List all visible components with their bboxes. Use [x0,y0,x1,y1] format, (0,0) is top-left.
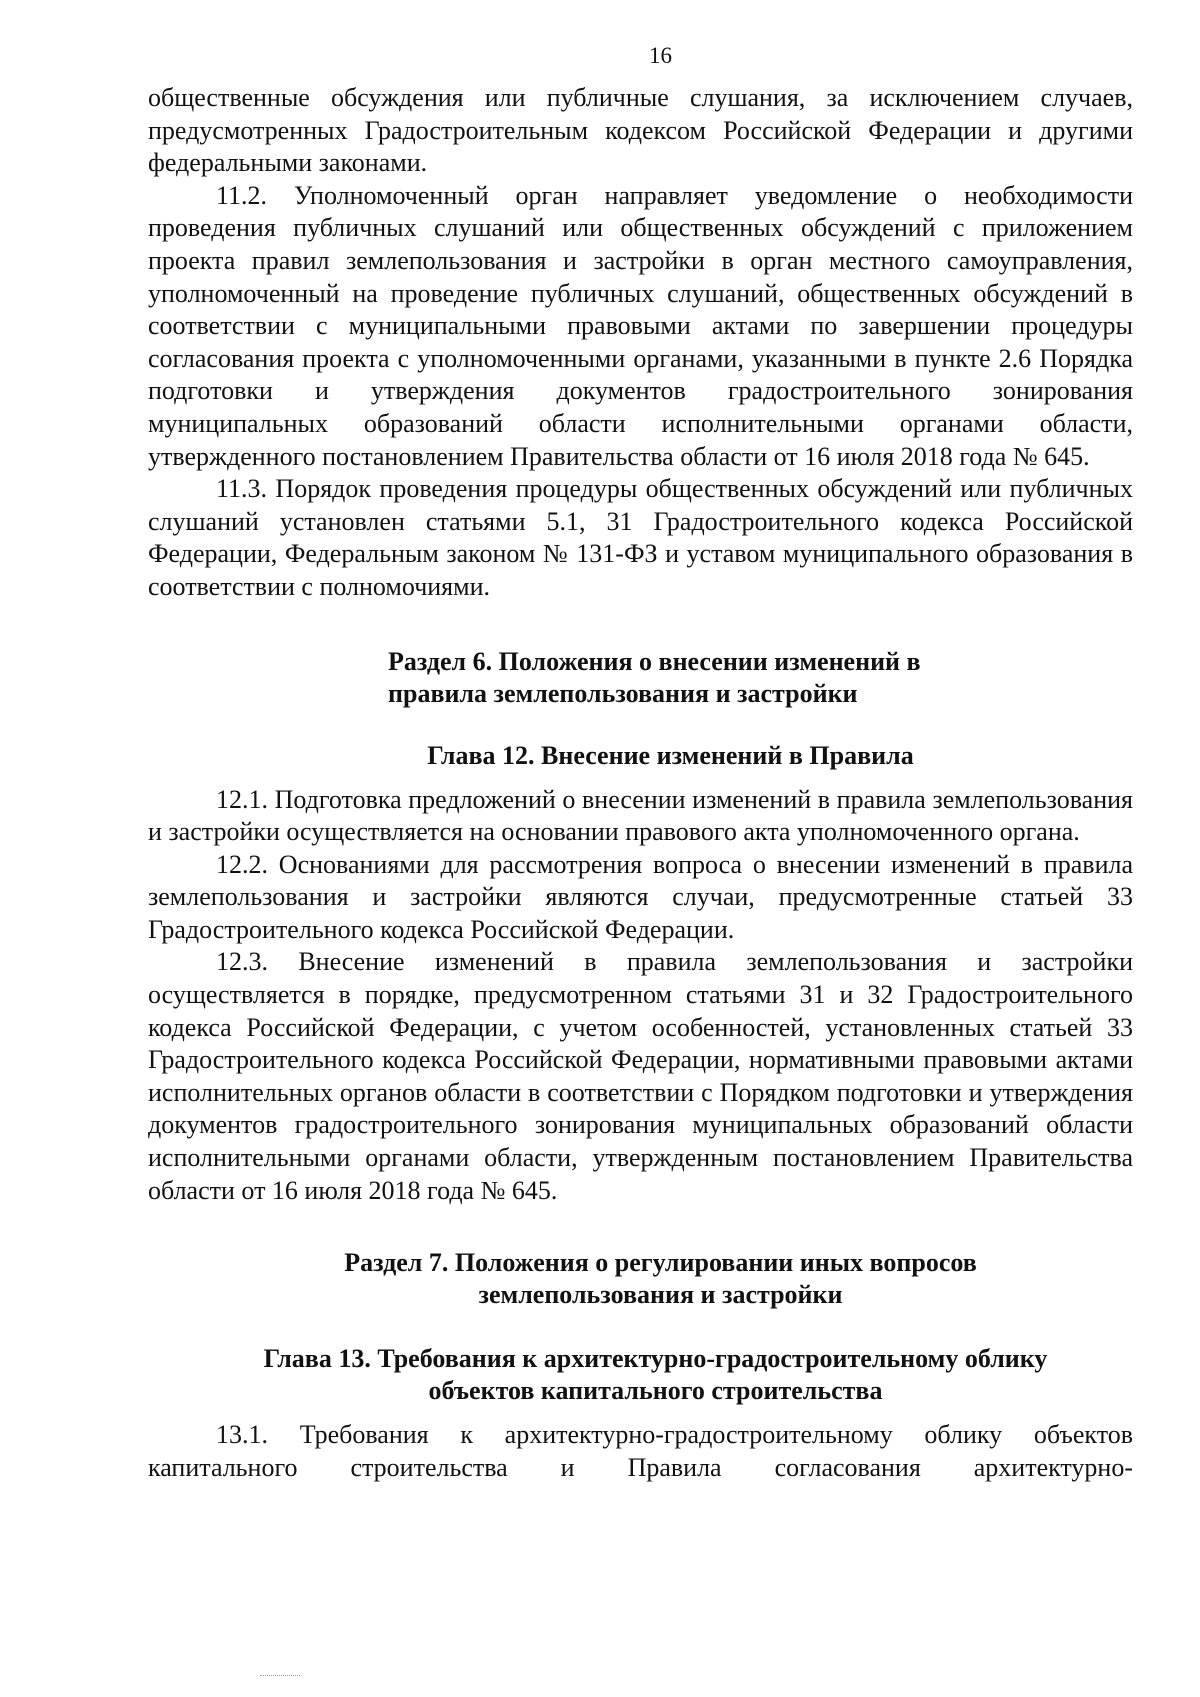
section-7-heading-line1: Раздел 7. Положения о регулировании иных вопросов [344,1248,977,1278]
section-6-heading [148,646,1133,710]
section-6-heading-line1: Раздел 6. Положения о внесении изменений в [388,646,921,676]
chapter-13-heading-line2: объектов капитального строительства [428,1376,883,1406]
paragraph-12-2: 12.2. Основаниями для рассмотрения вопроса о внесении изменений в правила землепользования и застройки являются случаи, предусмотренные статьей 33 Градостроительного кодекса Российской Федерации. [148,849,1133,944]
page-number: 16 [649,43,672,68]
section-7-heading [148,1247,1133,1311]
paragraph-13-1: 13.1. Требования к архитектурно-градостроительному облику объектов капитального строительства и Правила согласования архитектурно- [148,1420,1133,1482]
chapter-13-heading [148,1343,1133,1407]
paragraph-12-1: 12.1. Подготовка предложений о внесении изменений в правила землепользования и застройки осуществляется на основании правового акта уполномоченного органа. [148,784,1133,847]
section-6-heading-line2: правила землепользования и застройки [388,678,858,708]
document-page [148,40,1133,1484]
paragraph-11-3: 11.3. Порядок проведения процедуры общественных обсуждений или публичных слушаний установлен статьями 5.1, 31 Градостроительного кодекса Российской Федерации, Федеральным законом № 131-ФЗ и уставом муниципального образования в соответствии с полномочиями. [148,474,1133,601]
paragraph-12-3: 12.3. Внесение изменений в правила землепользования и застройки осуществляется в порядке, предусмотренном статьями 31 и 32 Градостроительного кодекса Российской Федерации, с учетом особенностей, установленных статьей 33 Градостроительного кодекса Российской Федерации, нормативными правовыми актами исполнительных органов области в соответствии с Порядком подготовки и утверждения документов градостроительного зонирования муниципальных образований области исполнительными органами области, утвержденным постановлением Правительства области от 16 июля 2018 года № 645. [148,947,1133,1205]
chapter-13-heading-line1: Глава 13. Требования к архитектурно-градостроительному облику [263,1344,1048,1374]
section-7-heading-line2: землепользования и застройки [478,1280,843,1310]
paragraph-continuation: общественные обсуждения или публичные слушания, за исключением случаев, предусмотренных Градостроительным кодексом Российской Федерации и другими федеральными законами. [148,83,1133,178]
paragraph-11-2: 11.2. Уполномоченный орган направляет уведомление о необходимости проведения публичных слушаний или общественных обсуждений с приложением проекта правил землепользования и застройки в орган местного самоуправления, уполномоченный на проведение публичных слушаний, общественных обсуждений в соответствии с муниципальными правовыми актами по завершении процедуры согласования проекта с уполномоченными органами, указанными в пункте 2.6 Порядка подготовки и утверждения документов градостроительного зонирования муниципальных образований области исполнительными органами области, утвержденного постановлением Правительства области от 16 июля 2018 года № 645. [148,180,1133,471]
chapter-12-heading: Глава 12. Внесение изменений в Правила [427,740,914,770]
scan-artifact [260,1675,300,1680]
